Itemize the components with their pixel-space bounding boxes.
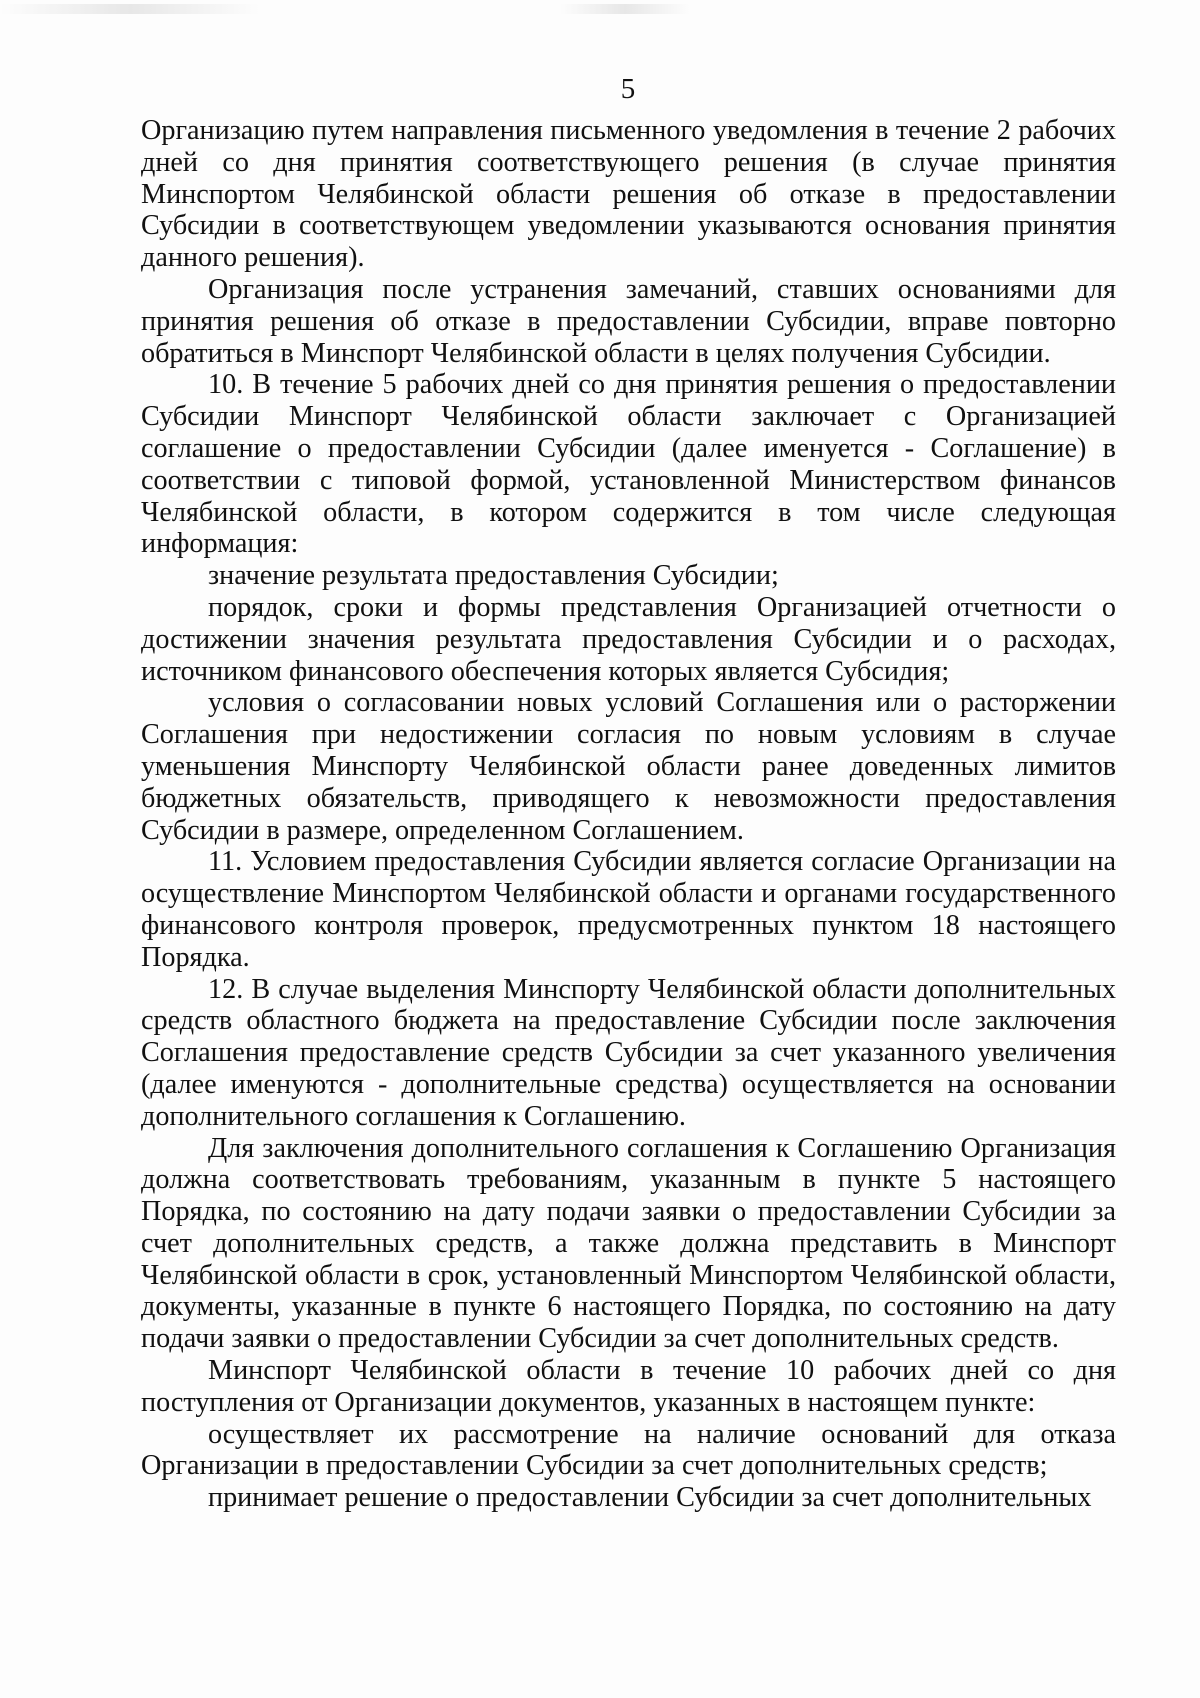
- paragraph-clause-12: 12. В случае выделения Минспорту Челябинской области дополнительных средств областного бюджета на предоставление Субсидии после заключения Соглашения предоставление средств Субсидии за счет указанного увеличения (далее именуются - дополнительные средства) осуществляется на основании дополнительного соглашения к Соглашению.: [141, 973, 1116, 1132]
- paragraph: Для заключения дополнительного соглашения к Соглашению Организация должна соответствовать требованиям, указанным в пункте 5 настоящего Порядка, по состоянию на дату подачи заявки о предоставлении Субсидии за счет дополнительных средств, а также должна представить в Минспорт Челябинской области в срок, установленный Минспортом Челябинской области, документы, указанные в пункте 6 настоящего Порядка, по состоянию на дату подачи заявки о предоставлении Субсидии за счет дополнительных средств.: [141, 1132, 1116, 1355]
- paragraph: Организация после устранения замечаний, ставших основаниями для принятия решения об отказе в предоставлении Субсидии, вправе повторно обратиться в Минспорт Челябинской области в целях получения Субсидии.: [141, 273, 1116, 369]
- paragraph: условия о согласовании новых условий Соглашения или о расторжении Соглашения при недостижении согласия по новым условиям в случае уменьшения Минспорту Челябинской области ранее доведенных лимитов бюджетных обязательств, приводящего к невозможности предоставления Субсидии в размере, определенном Соглашением.: [141, 687, 1116, 846]
- paragraph: принимает решение о предоставлении Субсидии за счет дополнительных: [208, 1482, 1092, 1514]
- scan-artifact: [560, 4, 690, 14]
- scan-artifact: [0, 4, 260, 14]
- paragraph: осуществляет их рассмотрение на наличие оснований для отказа Организации в предоставлении Субсидии за счет дополнительных средств;: [141, 1418, 1116, 1482]
- page-number: 5: [620, 73, 636, 105]
- document-body: [141, 115, 1116, 1514]
- paragraph-clause-11: 11. Условием предоставления Субсидии является согласие Организации на осуществление Минспортом Челябинской области и органами государственного финансового контроля проверок, предусмотренных пунктом 18 настоящего Порядка.: [141, 846, 1116, 973]
- paragraph: Организацию путем направления письменного уведомления в течение 2 рабочих дней со дня принятия соответствующего решения (в случае принятия Минспортом Челябинской области решения об отказе в предоставлении Субсидии в соответствующем уведомлении указываются основания принятия данного решения).: [141, 115, 1116, 274]
- paragraph: значение результата предоставления Субсидии;: [208, 560, 779, 592]
- paragraph: порядок, сроки и формы представления Организацией отчетности о достижении значения результата предоставления Субсидии и о расходах, источником финансового обеспечения которых является Субсидия;: [141, 591, 1116, 687]
- paragraph: Минспорт Челябинской области в течение 10 рабочих дней со дня поступления от Организации документов, указанных в настоящем пункте:: [141, 1355, 1116, 1418]
- paragraph-clause-10: 10. В течение 5 рабочих дней со дня принятия решения о предоставлении Субсидии Минспорт Челябинской области заключает с Организацией соглашение о предоставлении Субсидии (далее именуется - Соглашение) в соответствии с типовой формой, установленной Министерством финансов Челябинской области, в котором содержится в том числе следующая информация:: [141, 369, 1116, 560]
